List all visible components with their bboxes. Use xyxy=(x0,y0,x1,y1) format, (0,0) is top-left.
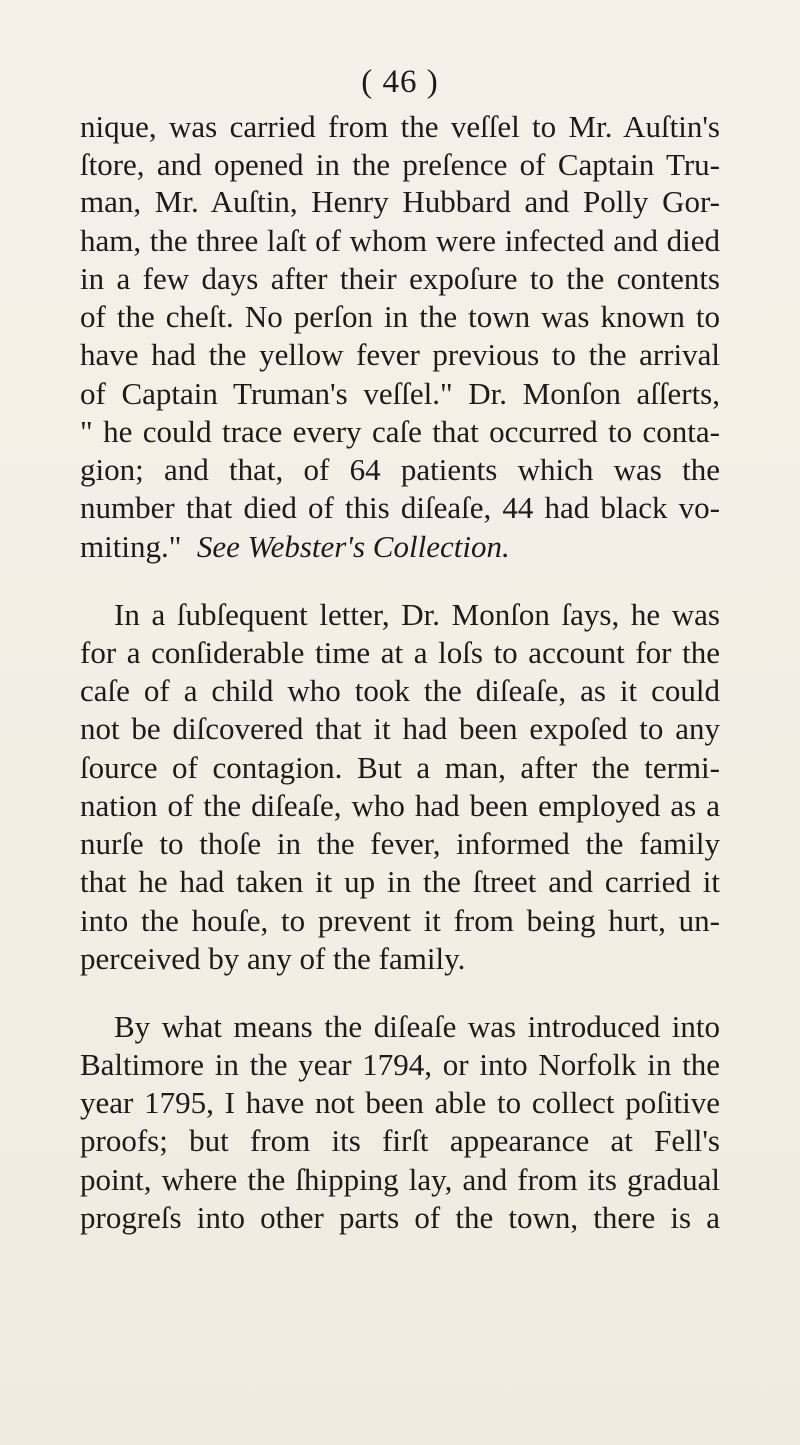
text-line-end: miting." xyxy=(80,529,182,564)
text-line: nique, was carried from the veſſel to Mr. Auſtin's xyxy=(80,109,720,144)
text-line: perceived by any of the family. xyxy=(80,941,466,976)
text-line: in a few days after their expoſure to the contents xyxy=(80,261,720,296)
text-line: of the cheſt. No perſon in the town was known to xyxy=(80,299,720,334)
text-line: " he could trace every caſe that occurred to conta- xyxy=(80,414,720,449)
text-line: man, Mr. Auſtin, Henry Hubbard and Polly Gor- xyxy=(80,184,720,219)
text-line: year 1795, I have not been able to collect poſitive xyxy=(80,1085,720,1120)
page-number: ( 46 ) xyxy=(361,64,439,100)
text-line: In a ſubſequent letter, Dr. Monſon ſays, he was xyxy=(114,597,720,632)
text-line: point, where the ſhipping lay, and from its gradual xyxy=(80,1162,720,1197)
text-line: have had the yellow fever previous to the arrival xyxy=(80,337,720,372)
text-line-with-citation xyxy=(80,527,720,567)
text-line: not be diſcovered that it had been expoſed to any xyxy=(80,711,720,746)
text-line: nation of the diſeaſe, who had been employed as a xyxy=(80,788,720,823)
text-line: that he had taken it up in the ſtreet and carried it xyxy=(80,864,720,899)
text-line: proofs; but from its firſt appearance at Fell's xyxy=(80,1123,720,1158)
text-line: gion; and that, of 64 patients which was the xyxy=(80,452,720,487)
text-line: ſource of contagion. But a man, after the termi- xyxy=(80,750,720,785)
text-line: Baltimore in the year 1794, or into Norfolk in the xyxy=(80,1047,720,1082)
text-line: By what means the diſeaſe was introduced into xyxy=(114,1009,720,1044)
text-line: number that died of this diſeaſe, 44 had black vo- xyxy=(80,490,720,525)
citation-reference: See Webster's Collection. xyxy=(196,529,510,564)
text-line: progreſs into other parts of the town, there is a xyxy=(80,1200,720,1235)
text-line: nurſe to thoſe in the fever, informed the family xyxy=(80,826,720,861)
text-line: caſe of a child who took the diſeaſe, as it could xyxy=(80,673,720,708)
text-line: ſtore, and opened in the preſence of Captain Tru- xyxy=(80,147,720,182)
text-line: of Captain Truman's veſſel." Dr. Monſon aſſerts, xyxy=(80,376,720,411)
text-line: ham, the three laſt of whom were infected and died xyxy=(80,223,720,258)
text-line: for a conſiderable time at a loſs to account for the xyxy=(80,635,720,670)
text-line: into the houſe, to prevent it from being hurt, un- xyxy=(80,903,720,938)
